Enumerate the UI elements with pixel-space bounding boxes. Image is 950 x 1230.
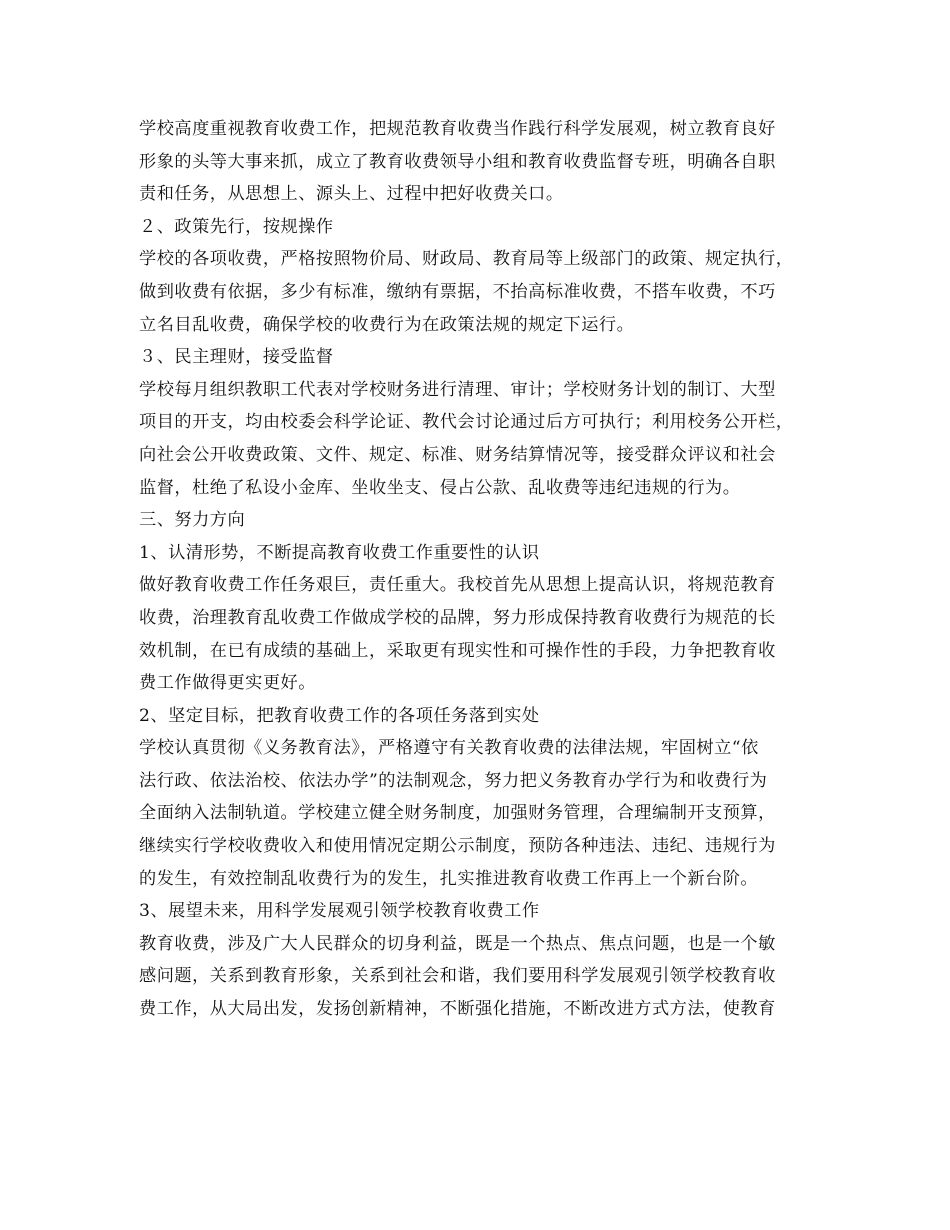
text-line: 学校认真贯彻《义务教育法》，严格遵守有关教育收费的法律法规，牢固树立“依 — [139, 738, 759, 759]
text-line: 全面纳入法制轨道。学校建立健全财务制度，加强财务管理，合理编制开支预算， — [139, 803, 776, 824]
text-line: 的发生，有效控制乱收费行为的发生，扎实推进教育收费工作再上一个新台阶。 — [139, 868, 759, 889]
section-heading: 三、努力方向 — [139, 510, 246, 531]
text-line: 立名目乱收费，确保学校的收费行为在政策法规的规定下运行。 — [139, 314, 635, 335]
text-line: 收费，治理教育乱收费工作做成学校的品牌，努力形成保持教育收费行为规范的长 — [139, 607, 776, 628]
text-line: 做到收费有依据，多少有标准，缴纳有票据，不抬高标准收费，不搭车收费，不巧 — [139, 281, 776, 302]
section-heading: ２、政策先行，按规操作 — [139, 216, 334, 237]
text-line: 学校的各项收费，严格按照物价局、财政局、教育局等上级部门的政策、规定执行， — [139, 249, 794, 270]
section-heading: 1、认清形势，不断提高教育收费工作重要性的认识 — [139, 542, 540, 563]
text-line: 项目的开支，均由校委会科学论证、教代会讨论通过后方可执行；利用校务公开栏， — [139, 412, 794, 433]
text-line: 感问题，关系到教育形象，关系到社会和谐，我们要用科学发展观引领学校教育收 — [139, 966, 776, 987]
section-heading: 2、坚定目标，把教育收费工作的各项任务落到实处 — [139, 705, 540, 726]
text-line: 费工作做得更实更好。 — [139, 673, 316, 694]
text-line: 学校每月组织教职工代表对学校财务进行清理、审计；学校财务计划的制订、大型 — [139, 379, 776, 400]
text-line: 形象的头等大事来抓，成立了教育收费领导小组和教育收费监督专班，明确各自职 — [139, 151, 776, 172]
text-line: 学校高度重视教育收费工作，把规范教育收费当作践行科学发展观，树立教育良好 — [139, 119, 776, 139]
text-line: 向社会公开收费政策、文件、规定、标准、财务结算情况等，接受群众评议和社会 — [139, 444, 776, 465]
text-line: 责和任务，从思想上、源头上、过程中把好收费关口。 — [139, 184, 564, 205]
document-body — [139, 113, 819, 1026]
section-heading: 3、展望未来，用科学发展观引领学校教育收费工作 — [139, 901, 540, 922]
text-line: 做好教育收费工作任务艰巨，责任重大。我校首先从思想上提高认识，将规范教育 — [139, 575, 776, 596]
text-line: 监督，杜绝了私设小金库、坐收坐支、侵占公款、乱收费等违纪违规的行为。 — [139, 477, 741, 498]
text-line: 教育收费，涉及广大人民群众的切身利益，既是一个热点、焦点问题，也是一个敏 — [139, 933, 776, 954]
text-line: 费工作，从大局出发，发扬创新精神，不断强化措施，不断改进方式方法，使教育 — [139, 999, 776, 1020]
section-heading: ３、民主理财，接受监督 — [139, 347, 334, 368]
text-line: 法行政、依法治校、依法办学”的法制观念，努力把义务教育办学行为和收费行为 — [139, 770, 768, 791]
text-line: 效机制，在已有成绩的基础上，采取更有现实性和可操作性的手段，力争把教育收 — [139, 640, 776, 661]
text-line: 继续实行学校收费收入和使用情况定期公示制度，预防各种违法、违纪、违规行为 — [139, 836, 776, 857]
